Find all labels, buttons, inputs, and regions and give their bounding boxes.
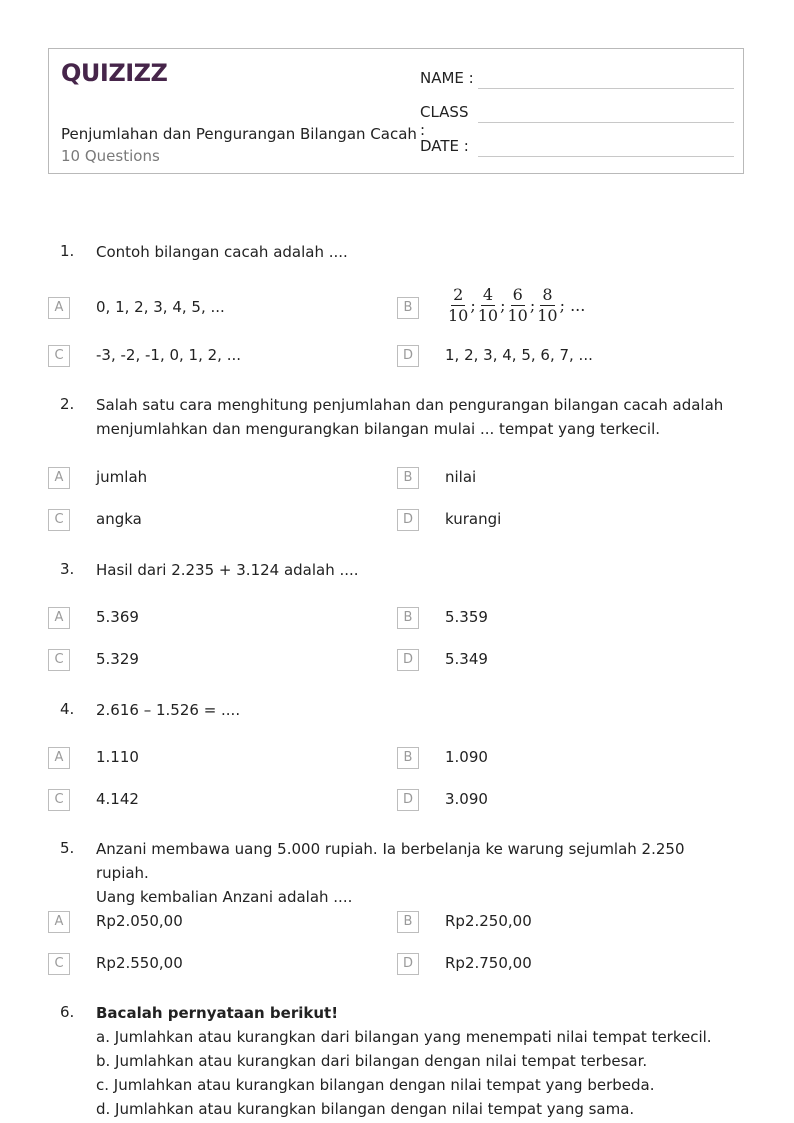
option-letter-b[interactable]: B <box>397 297 419 319</box>
question-number: 5. <box>60 839 75 857</box>
option-letter-c[interactable]: C <box>48 953 70 975</box>
option-letter-d[interactable]: D <box>397 345 419 367</box>
option-text: 1, 2, 3, 4, 5, 6, 7, ... <box>445 346 593 364</box>
option-text: Rp2.250,00 <box>445 912 532 930</box>
option-text: 5.329 <box>96 650 139 668</box>
class-line[interactable] <box>478 122 734 123</box>
date-field[interactable] <box>420 137 476 155</box>
option-letter-d[interactable]: D <box>397 509 419 531</box>
option-text: nilai <box>445 468 477 486</box>
fraction: $\frac{4}{10}$ <box>477 285 499 325</box>
option-text: 5.349 <box>445 650 488 668</box>
worksheet-header <box>48 48 744 174</box>
class-label: CLASS : <box>420 103 469 139</box>
option-letter-c[interactable]: C <box>48 509 70 531</box>
worksheet-title: Penjumlahan dan Pengurangan Bilangan Cacah <box>61 125 417 143</box>
question-heading: Bacalah pernyataan berikut! <box>96 1004 339 1022</box>
option-letter-d[interactable]: D <box>397 953 419 975</box>
class-field[interactable] <box>420 103 476 139</box>
statement: c. Jumlahkan atau kurangkan bilangan dengan nilai tempat yang berbeda. <box>96 1076 655 1094</box>
option-letter-d[interactable]: D <box>397 649 419 671</box>
question-number: 4. <box>60 700 75 718</box>
option-text: 5.369 <box>96 608 139 626</box>
option-text: 4.142 <box>96 790 139 808</box>
option-letter-a[interactable]: A <box>48 467 70 489</box>
option-text: Rp2.050,00 <box>96 912 183 930</box>
option-letter-d[interactable]: D <box>397 789 419 811</box>
option-text: 5.359 <box>445 608 488 626</box>
option-letter-b[interactable]: B <box>397 607 419 629</box>
option-text: angka <box>96 510 142 528</box>
option-letter-c[interactable]: C <box>48 789 70 811</box>
question-text: Hasil dari 2.235 + 3.124 adalah .... <box>96 561 359 579</box>
question-number: 3. <box>60 560 75 578</box>
statement: b. Jumlahkan atau kurangkan dari bilangan dengan nilai tempat terbesar. <box>96 1052 648 1070</box>
question-text <box>96 1001 736 1121</box>
option-letter-b[interactable]: B <box>397 747 419 769</box>
question-number: 6. <box>60 1003 75 1021</box>
option-text: -3, -2, -1, 0, 1, 2, ... <box>96 346 242 364</box>
question-number: 2. <box>60 395 75 413</box>
option-text: Rp2.750,00 <box>445 954 532 972</box>
question-count: 10 Questions <box>61 147 160 165</box>
question-number: 1. <box>60 242 75 260</box>
option-text: 1.110 <box>96 748 139 766</box>
question-text: Contoh bilangan cacah adalah .... <box>96 243 348 261</box>
option-letter-b[interactable]: B <box>397 911 419 933</box>
fraction: $\frac{8}{10}$ <box>537 285 558 325</box>
quizizz-logo: QUIZIZZ <box>61 59 168 87</box>
option-text: Rp2.550,00 <box>96 954 183 972</box>
option-text: jumlah <box>96 468 148 486</box>
option-text: kurangi <box>445 510 502 528</box>
option-text: 1.090 <box>445 748 488 766</box>
option-text: 0, 1, 2, 3, 4, 5, ... <box>96 298 225 316</box>
option-letter-c[interactable]: C <box>48 345 70 367</box>
name-label: NAME : <box>420 69 474 87</box>
option-letter-a[interactable]: A <box>48 607 70 629</box>
option-letter-a[interactable]: A <box>48 297 70 319</box>
statement: a. Jumlahkan atau kurangkan dari bilangan yang menempati nilai tempat terkecil. <box>96 1028 712 1046</box>
date-line[interactable] <box>478 156 734 157</box>
question-text: 2.616 – 1.526 = .... <box>96 701 241 719</box>
option-letter-c[interactable]: C <box>48 649 70 671</box>
fraction: $\frac{2}{10}$ <box>448 285 469 325</box>
date-label: DATE : <box>420 137 469 155</box>
option-letter-a[interactable]: A <box>48 747 70 769</box>
fraction: $\frac{6}{10}$ <box>507 285 528 325</box>
option-letter-a[interactable]: A <box>48 911 70 933</box>
name-line[interactable] <box>478 88 734 89</box>
question-text: Salah satu cara menghitung penjumlahan dan pengurangan bilangan cacah adalah menjumlahkan dan mengurangkan bilangan mulai ... tempat yang terkecil. <box>96 396 724 438</box>
name-field[interactable] <box>420 69 476 87</box>
statement: d. Jumlahkan atau kurangkan bilangan dengan nilai tempat yang sama. <box>96 1100 635 1118</box>
option-fraction-list: $\frac{2}{10}$ ; $\frac{4}{10}$ ; $\frac{6}{10}$ ; $\frac{8}{10}$ ; ... <box>448 285 586 325</box>
option-text: 3.090 <box>445 790 488 808</box>
option-letter-b[interactable]: B <box>397 467 419 489</box>
question-text: Anzani membawa uang 5.000 rupiah. Ia berbelanja ke warung sejumlah 2.250 rupiah. Uang kembalian Anzani adalah .... <box>96 840 685 906</box>
